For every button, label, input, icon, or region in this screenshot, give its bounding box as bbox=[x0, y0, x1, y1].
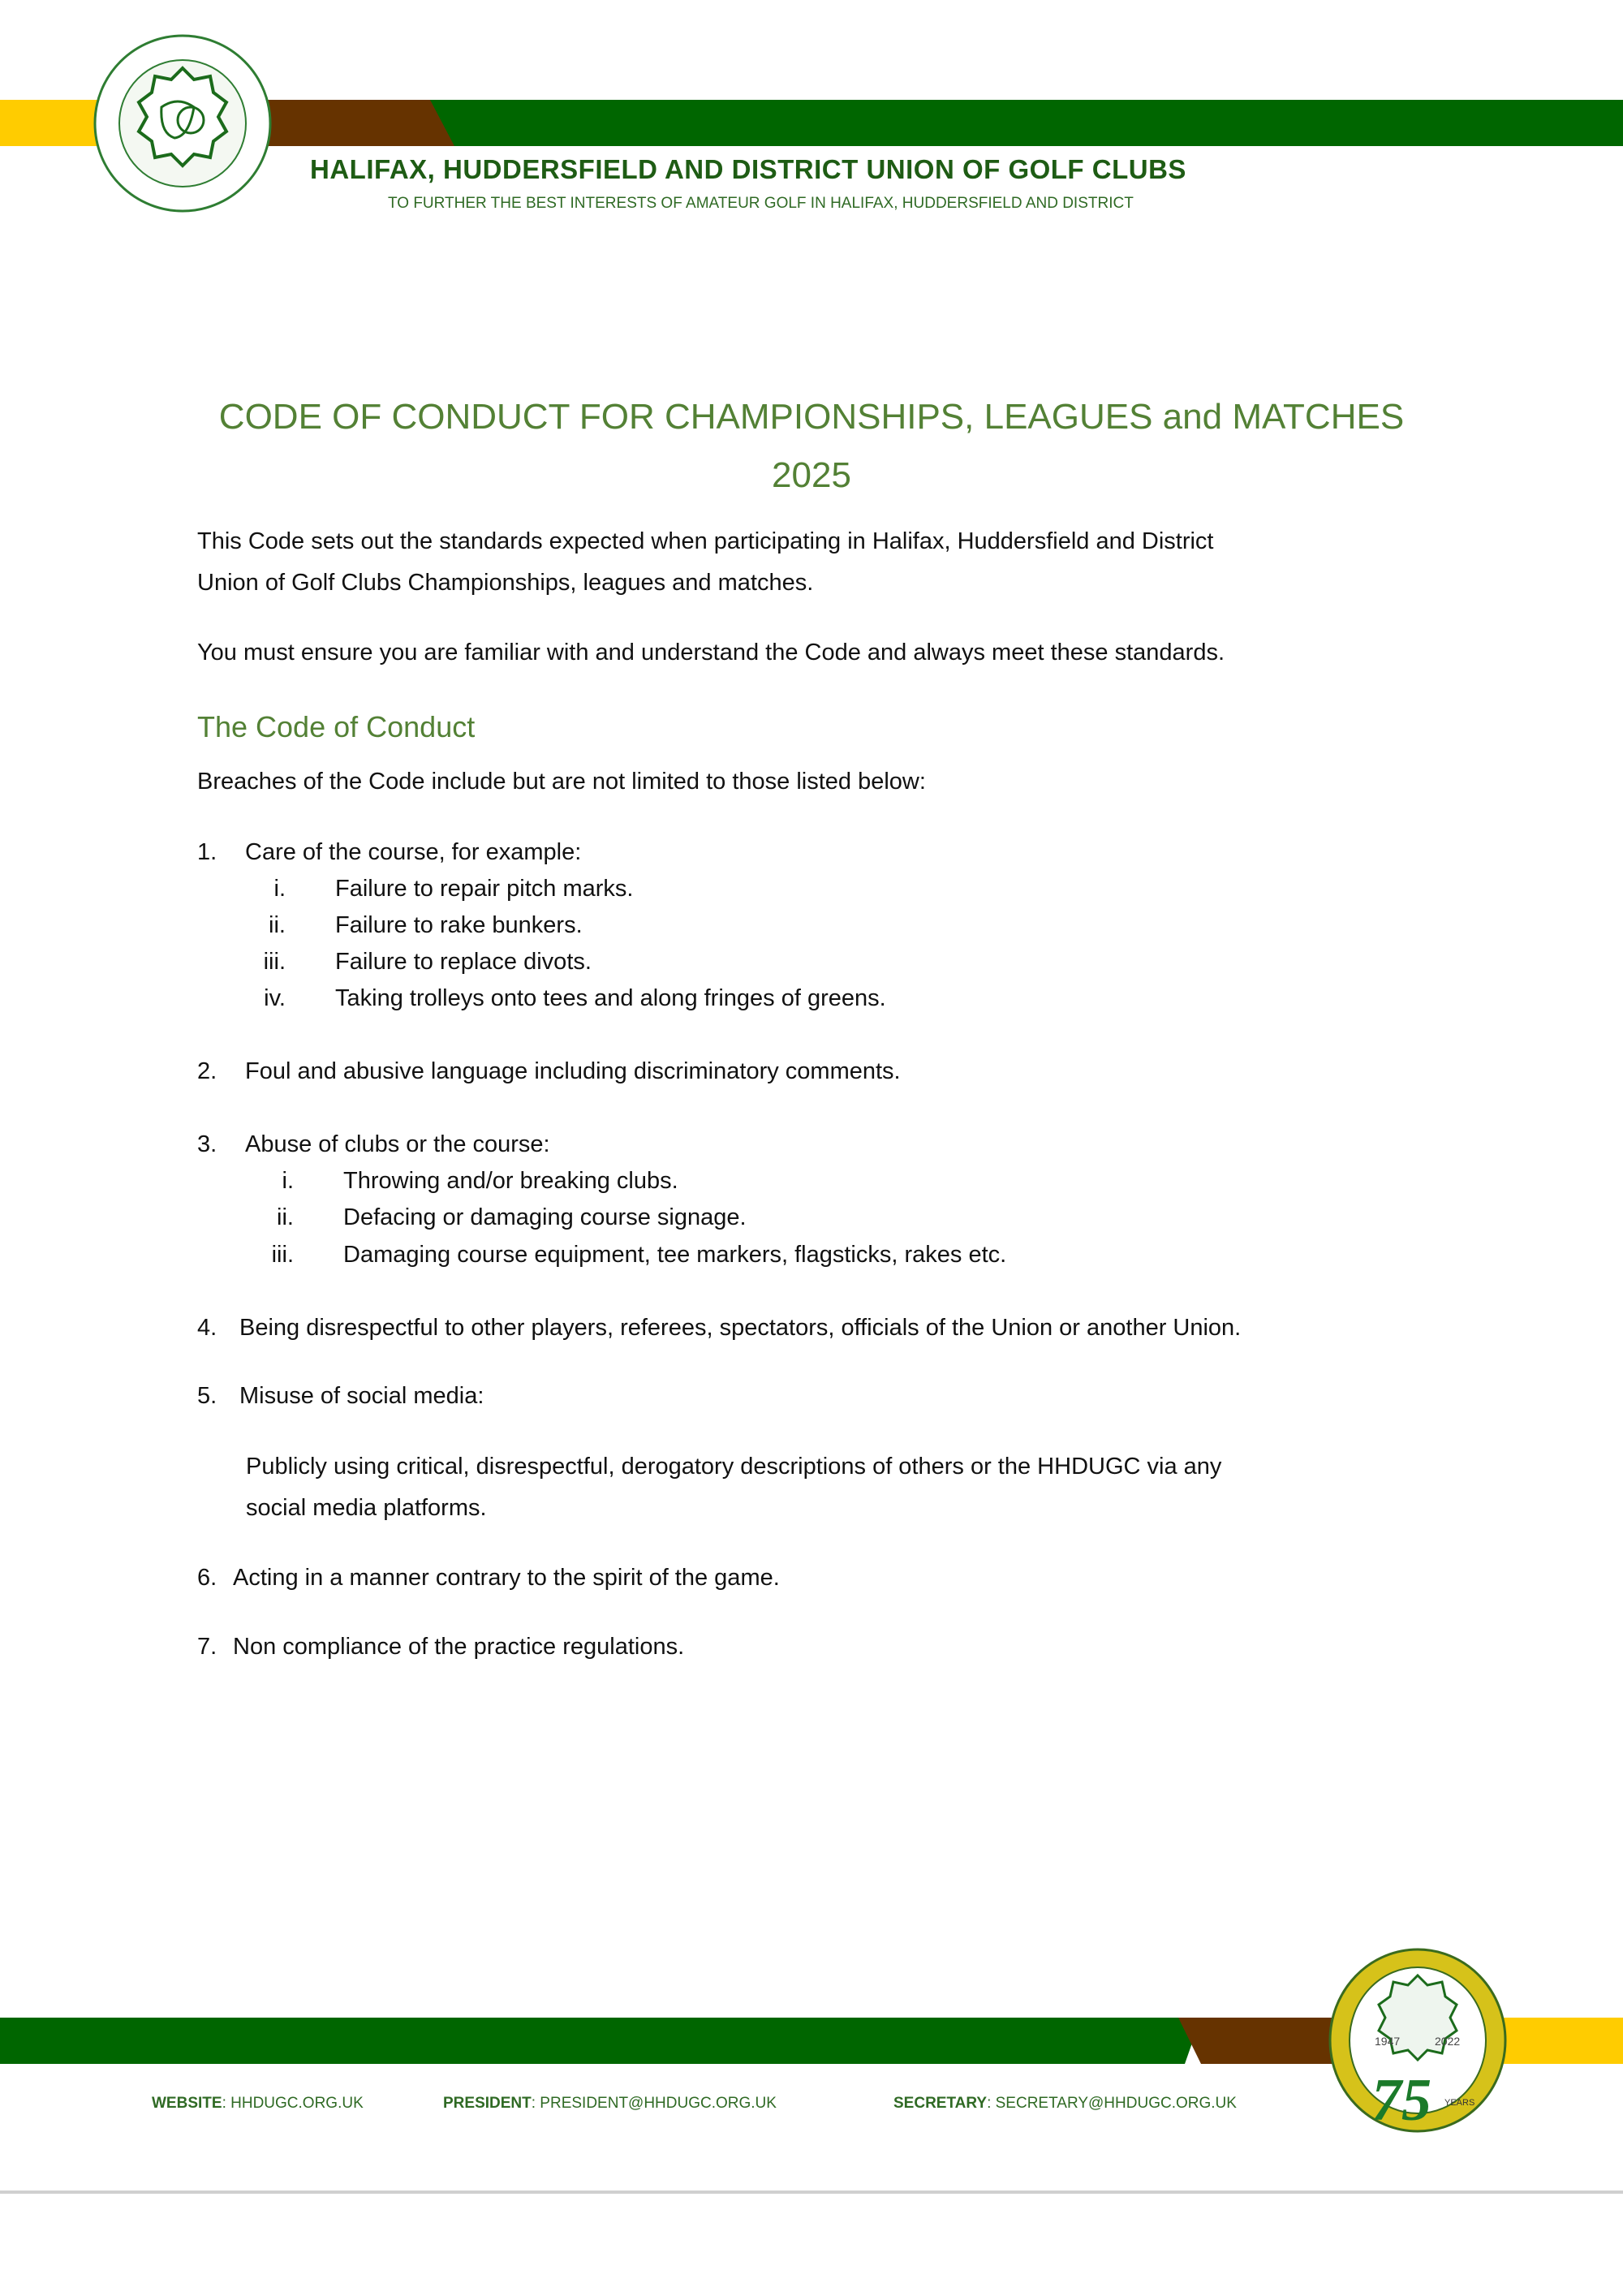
list-item-number: 1. bbox=[197, 839, 217, 865]
intro-text: Union of Golf Clubs Championships, leagues and matches. bbox=[197, 570, 814, 596]
sub-item: Taking trolleys onto tees and along fringes of greens. bbox=[335, 985, 886, 1011]
document-title-year: 2025 bbox=[772, 455, 851, 495]
sub-item: Damaging course equipment, tee markers, flagsticks, rakes etc. bbox=[343, 1242, 1007, 1268]
list-item-number: 7. bbox=[197, 1634, 217, 1660]
list-item-number: 2. bbox=[197, 1058, 217, 1084]
list-item: Misuse of social media: bbox=[239, 1383, 484, 1409]
list-item-number: 3. bbox=[197, 1131, 217, 1157]
list-item: Non compliance of the practice regulations. bbox=[233, 1634, 685, 1660]
sub-item: Failure to repair pitch marks. bbox=[335, 876, 634, 902]
org-tagline: TO FURTHER THE BEST INTERESTS OF AMATEUR GOLF IN HALIFAX, HUDDERSFIELD AND DISTRICT bbox=[388, 195, 1134, 212]
logo-years: YEARS bbox=[1444, 2098, 1475, 2108]
intro-text: You must ensure you are familiar with and understand the Code and always meet these standards. bbox=[197, 640, 1225, 666]
page-divider bbox=[0, 2190, 1623, 2194]
website-value: : HHDUGC.ORG.UK bbox=[222, 2095, 364, 2112]
sub-item: Throwing and/or breaking clubs. bbox=[343, 1168, 678, 1194]
sub-item-number: i. bbox=[282, 1168, 294, 1194]
org-name: HALIFAX, HUDDERSFIELD AND DISTRICT UNION OF GOLF CLUBS bbox=[310, 154, 1186, 184]
website-label: WEBSITE bbox=[152, 2095, 222, 2112]
sub-item: Failure to rake bunkers. bbox=[335, 912, 583, 938]
sub-item-number: iii. bbox=[271, 1242, 294, 1268]
sub-item-number: i. bbox=[273, 876, 286, 902]
logo-anniversary: 75 bbox=[1371, 2067, 1431, 2134]
sub-item-number: iv. bbox=[264, 985, 286, 1011]
logo-year-start: 1947 bbox=[1375, 2035, 1401, 2048]
list-item-paragraph: Publicly using critical, disrespectful, derogatory descriptions of others or the HHDUGC via any bbox=[246, 1454, 1222, 1480]
footer-secretary bbox=[893, 2096, 1237, 2111]
header-band-green bbox=[430, 100, 1623, 146]
list-item-paragraph: social media platforms. bbox=[246, 1495, 487, 1521]
list-item-number: 5. bbox=[197, 1383, 217, 1409]
footer-band-green bbox=[0, 2018, 1201, 2064]
sub-item-number: ii. bbox=[277, 1204, 294, 1230]
union-logo bbox=[92, 32, 273, 214]
list-item: Acting in a manner contrary to the spirit of the game. bbox=[233, 1565, 780, 1591]
secretary-value: : SECRETARY@HHDUGC.ORG.UK bbox=[987, 2095, 1237, 2112]
footer-website bbox=[152, 2096, 364, 2111]
anniversary-logo bbox=[1326, 1946, 1509, 2139]
list-item: Foul and abusive language including discriminatory comments. bbox=[245, 1058, 901, 1084]
list-item: Being disrespectful to other players, referees, spectators, officials of the Union or another Union. bbox=[239, 1315, 1242, 1341]
list-item-number: 4. bbox=[197, 1315, 217, 1341]
sub-item-number: ii. bbox=[269, 912, 286, 938]
section-heading: The Code of Conduct bbox=[197, 710, 476, 743]
sub-item-number: iii. bbox=[263, 949, 286, 975]
section-intro: Breaches of the Code include but are not limited to those listed below: bbox=[197, 769, 926, 795]
secretary-label: SECRETARY bbox=[893, 2095, 988, 2112]
footer-president bbox=[443, 2096, 777, 2111]
intro-text: This Code sets out the standards expected when participating in Halifax, Huddersfield and District bbox=[197, 528, 1214, 554]
list-item: Abuse of clubs or the course: bbox=[245, 1131, 550, 1157]
sub-item: Failure to replace divots. bbox=[335, 949, 592, 975]
footer-band-yellow bbox=[1501, 2018, 1623, 2064]
sub-item: Defacing or damaging course signage. bbox=[343, 1204, 747, 1230]
president-value: : PRESIDENT@HHDUGC.ORG.UK bbox=[531, 2095, 777, 2112]
list-item-number: 6. bbox=[197, 1565, 217, 1591]
list-item: Care of the course, for example: bbox=[245, 839, 582, 865]
logo-year-end: 2022 bbox=[1435, 2035, 1461, 2048]
document-title: CODE OF CONDUCT FOR CHAMPIONSHIPS, LEAGUES and MATCHES bbox=[218, 397, 1405, 437]
president-label: PRESIDENT bbox=[443, 2095, 532, 2112]
